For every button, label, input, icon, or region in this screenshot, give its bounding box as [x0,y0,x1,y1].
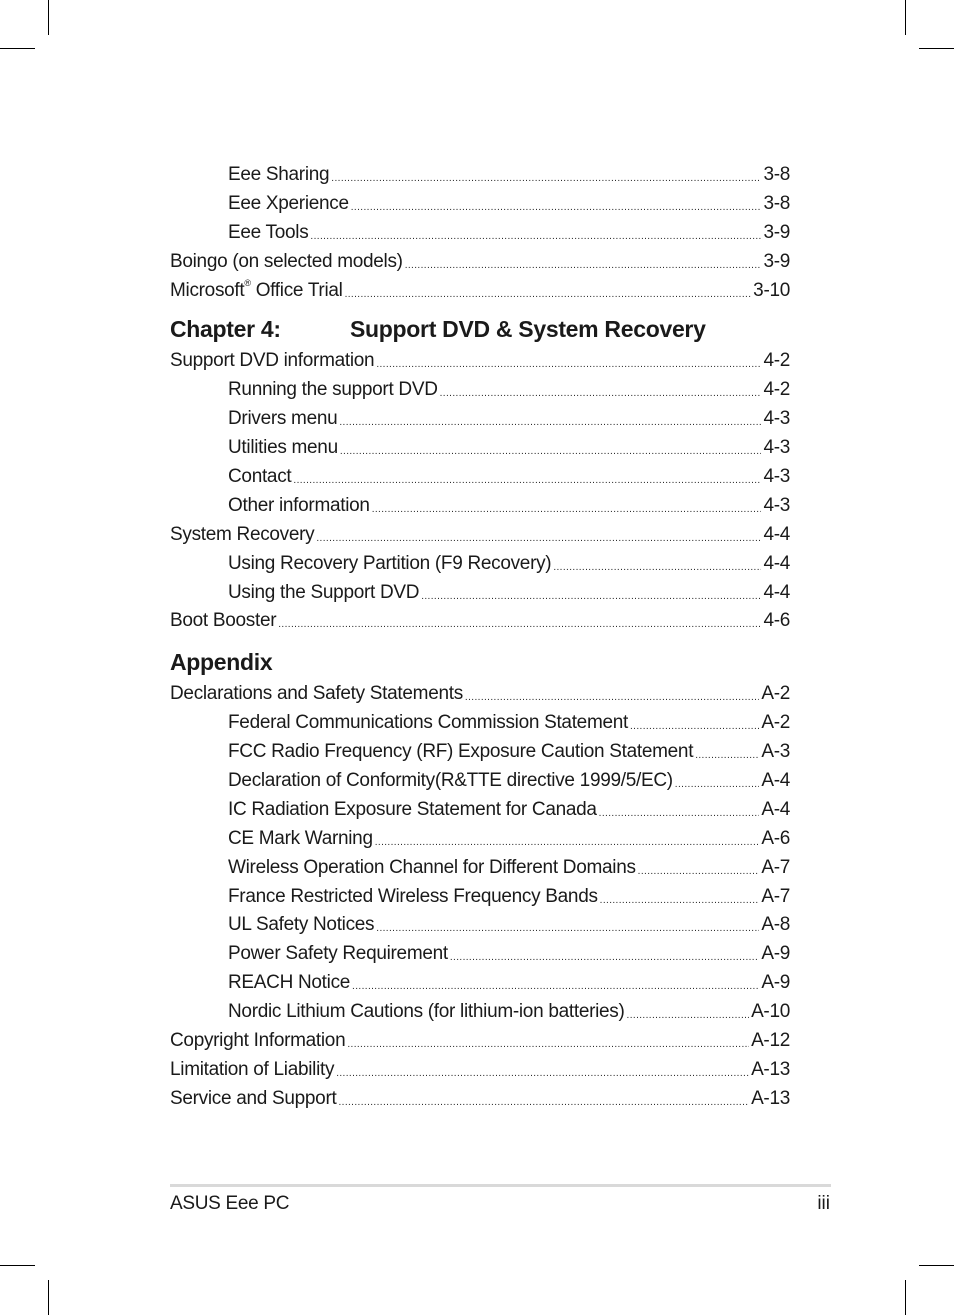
toc-entry-title: Using Recovery Partition (F9 Recovery) [228,552,552,574]
toc-entry-title: FCC Radio Frequency (RF) Exposure Caution Statement [228,741,694,763]
toc-entry[interactable] [170,437,790,466]
dot-leader [465,684,759,704]
toc-entry-page: 3-9 [763,221,790,243]
dot-leader [600,887,760,907]
crop-mark [48,0,49,35]
toc-entry[interactable] [170,251,790,280]
toc-entry-title: IC Radiation Exposure Statement for Canada [228,798,597,820]
crop-mark [905,1280,906,1315]
toc-entry[interactable] [170,610,790,639]
toc-entry[interactable] [170,1030,790,1059]
crop-mark [919,1265,954,1266]
toc-entry-page: 4-3 [763,494,790,516]
toc-entry-page: A-6 [761,827,790,849]
chapter-title: Support DVD & System Recovery [350,316,706,343]
toc-entry[interactable] [170,379,790,408]
toc-entry-page: A-8 [761,914,790,936]
dot-leader [310,223,761,243]
dot-leader [421,583,761,603]
toc-entry-page: 3-8 [763,164,790,185]
toc-entry[interactable] [170,914,790,943]
crop-mark [919,48,954,49]
toc-entry-title: REACH Notice [228,972,351,994]
toc-entry-title: Boot Booster [170,610,277,632]
toc-entry-title: Eee Tools [228,221,309,243]
toc-entry-title: Contact [228,466,292,488]
toc-entry[interactable] [170,770,790,799]
footer-title: ASUS Eee PC [170,1193,290,1214]
toc-entry[interactable] [170,886,790,915]
toc-entry-page: A-7 [761,885,790,907]
toc-entry-page: A-13 [751,1058,790,1080]
toc-entry-title: Limitation of Liability [170,1058,335,1080]
table-of-contents [170,164,790,1117]
dot-leader [599,800,760,820]
toc-entry[interactable] [170,683,790,712]
toc-entry-page: A-13 [751,1087,790,1109]
toc-entry-title: Eee Sharing [228,164,330,185]
chapter-heading [170,308,790,350]
dot-leader [376,351,761,371]
toc-entry-page: 4-3 [763,437,790,459]
toc-entry[interactable] [170,524,790,553]
toc-entry[interactable] [170,972,790,1001]
title-part: Office Trial [250,279,343,301]
title-part: Microsoft [170,279,245,301]
dot-leader [352,973,759,993]
dot-leader [347,1031,749,1051]
toc-entry-title: Copyright Information [170,1030,346,1052]
toc-entry-title: Boingo (on selected models) [170,250,403,272]
toc-entry-title: Using the Support DVD [228,581,420,603]
toc-entry-page: A-4 [761,770,790,792]
toc-entry-page: 4-2 [763,379,790,401]
toc-entry[interactable] [170,1088,790,1117]
toc-entry-title: Federal Communications Commission Statement [228,712,628,734]
toc-entry-title: UL Safety Notices [228,914,375,936]
toc-entry-page: 4-4 [763,581,790,603]
toc-entry-title [170,280,343,302]
toc-entry[interactable] [170,280,790,309]
dot-leader [340,438,762,458]
dot-leader [638,858,760,878]
dot-leader [345,281,752,301]
toc-entry[interactable] [170,799,790,828]
toc-entry[interactable] [170,164,790,193]
toc-entry-page: A-2 [761,683,790,705]
dot-leader [440,380,762,400]
dot-leader [695,742,759,762]
toc-entry-page: 3-10 [753,279,790,301]
toc-entry-page: A-9 [761,943,790,965]
toc-entry-page: 4-4 [763,552,790,574]
toc-entry-page: 4-2 [763,350,790,372]
toc-entry[interactable] [170,408,790,437]
toc-entry[interactable] [170,943,790,972]
dot-leader [627,1002,750,1022]
toc-entry-page: 3-9 [763,250,790,272]
toc-entry-title: Service and Support [170,1087,337,1109]
dot-leader [336,1060,749,1080]
toc-entry[interactable] [170,466,790,495]
toc-entry-title: Eee Xperience [228,192,349,214]
crop-mark [0,48,35,49]
dot-leader [372,496,762,516]
toc-entry-title: Declarations and Safety Statements [170,683,463,705]
dot-leader [351,194,762,214]
toc-entry[interactable] [170,712,790,741]
toc-entry[interactable] [170,582,790,611]
toc-entry-title: Other information [228,494,370,516]
dot-leader [675,771,760,791]
toc-entry-title: France Restricted Wireless Frequency Bands [228,885,598,907]
toc-entry-title: CE Mark Warning [228,827,373,849]
toc-entry[interactable] [170,495,790,524]
toc-entry-title: Wireless Operation Channel for Different Domains [228,856,636,878]
toc-entry-page: 3-8 [763,192,790,214]
dot-leader [630,713,759,733]
toc-entry[interactable] [170,222,790,251]
crop-mark [48,1280,49,1315]
toc-entry[interactable] [170,857,790,886]
toc-entry[interactable] [170,1059,790,1088]
dot-leader [553,554,761,574]
toc-entry[interactable] [170,350,790,379]
dot-leader [331,165,761,185]
toc-entry-title: Support DVD information [170,350,375,372]
toc-entry-page: A-10 [751,1001,790,1023]
toc-entry-page: 4-4 [763,523,790,545]
dot-leader [405,252,762,272]
toc-entry-title: Utilities menu [228,437,338,459]
toc-entry[interactable] [170,828,790,857]
toc-entry[interactable] [170,193,790,222]
crop-mark [905,0,906,35]
toc-entry-page: 4-3 [763,408,790,430]
toc-entry[interactable] [170,741,790,770]
appendix-heading: Appendix [170,649,273,676]
toc-entry-title: Declaration of Conformity(R&TTE directive 1999/5/EC) [228,770,673,792]
dot-leader [376,915,759,935]
dot-leader [278,611,761,631]
toc-entry[interactable] [170,1001,790,1030]
footer-rule [170,1184,831,1187]
toc-entry[interactable] [170,553,790,582]
registered-mark: ® [244,278,251,289]
dot-leader [450,944,759,964]
toc-entry-page: A-4 [761,798,790,820]
toc-entry-title: System Recovery [170,523,315,545]
toc-entry-title: Power Safety Requirement [228,943,448,965]
toc-entry-page: 4-3 [763,466,790,488]
dot-leader [339,409,761,429]
toc-entry-page: 4-6 [763,610,790,632]
page-number: iii [817,1193,830,1214]
dot-leader [293,467,761,487]
toc-entry-title: Drivers menu [228,408,338,430]
toc-entry-page: A-12 [751,1030,790,1052]
dot-leader [375,829,760,849]
toc-entry-page: A-3 [761,741,790,763]
chapter-number: Chapter 4: [170,316,281,343]
toc-entry-page: A-2 [761,712,790,734]
toc-entry-title: Nordic Lithium Cautions (for lithium-ion batteries) [228,1001,625,1023]
toc-entry-title: Running the support DVD [228,379,438,401]
dot-leader [316,525,761,545]
toc-entry-page: A-7 [761,856,790,878]
crop-mark [0,1265,35,1266]
toc-entry-page: A-9 [761,972,790,994]
dot-leader [338,1089,749,1109]
